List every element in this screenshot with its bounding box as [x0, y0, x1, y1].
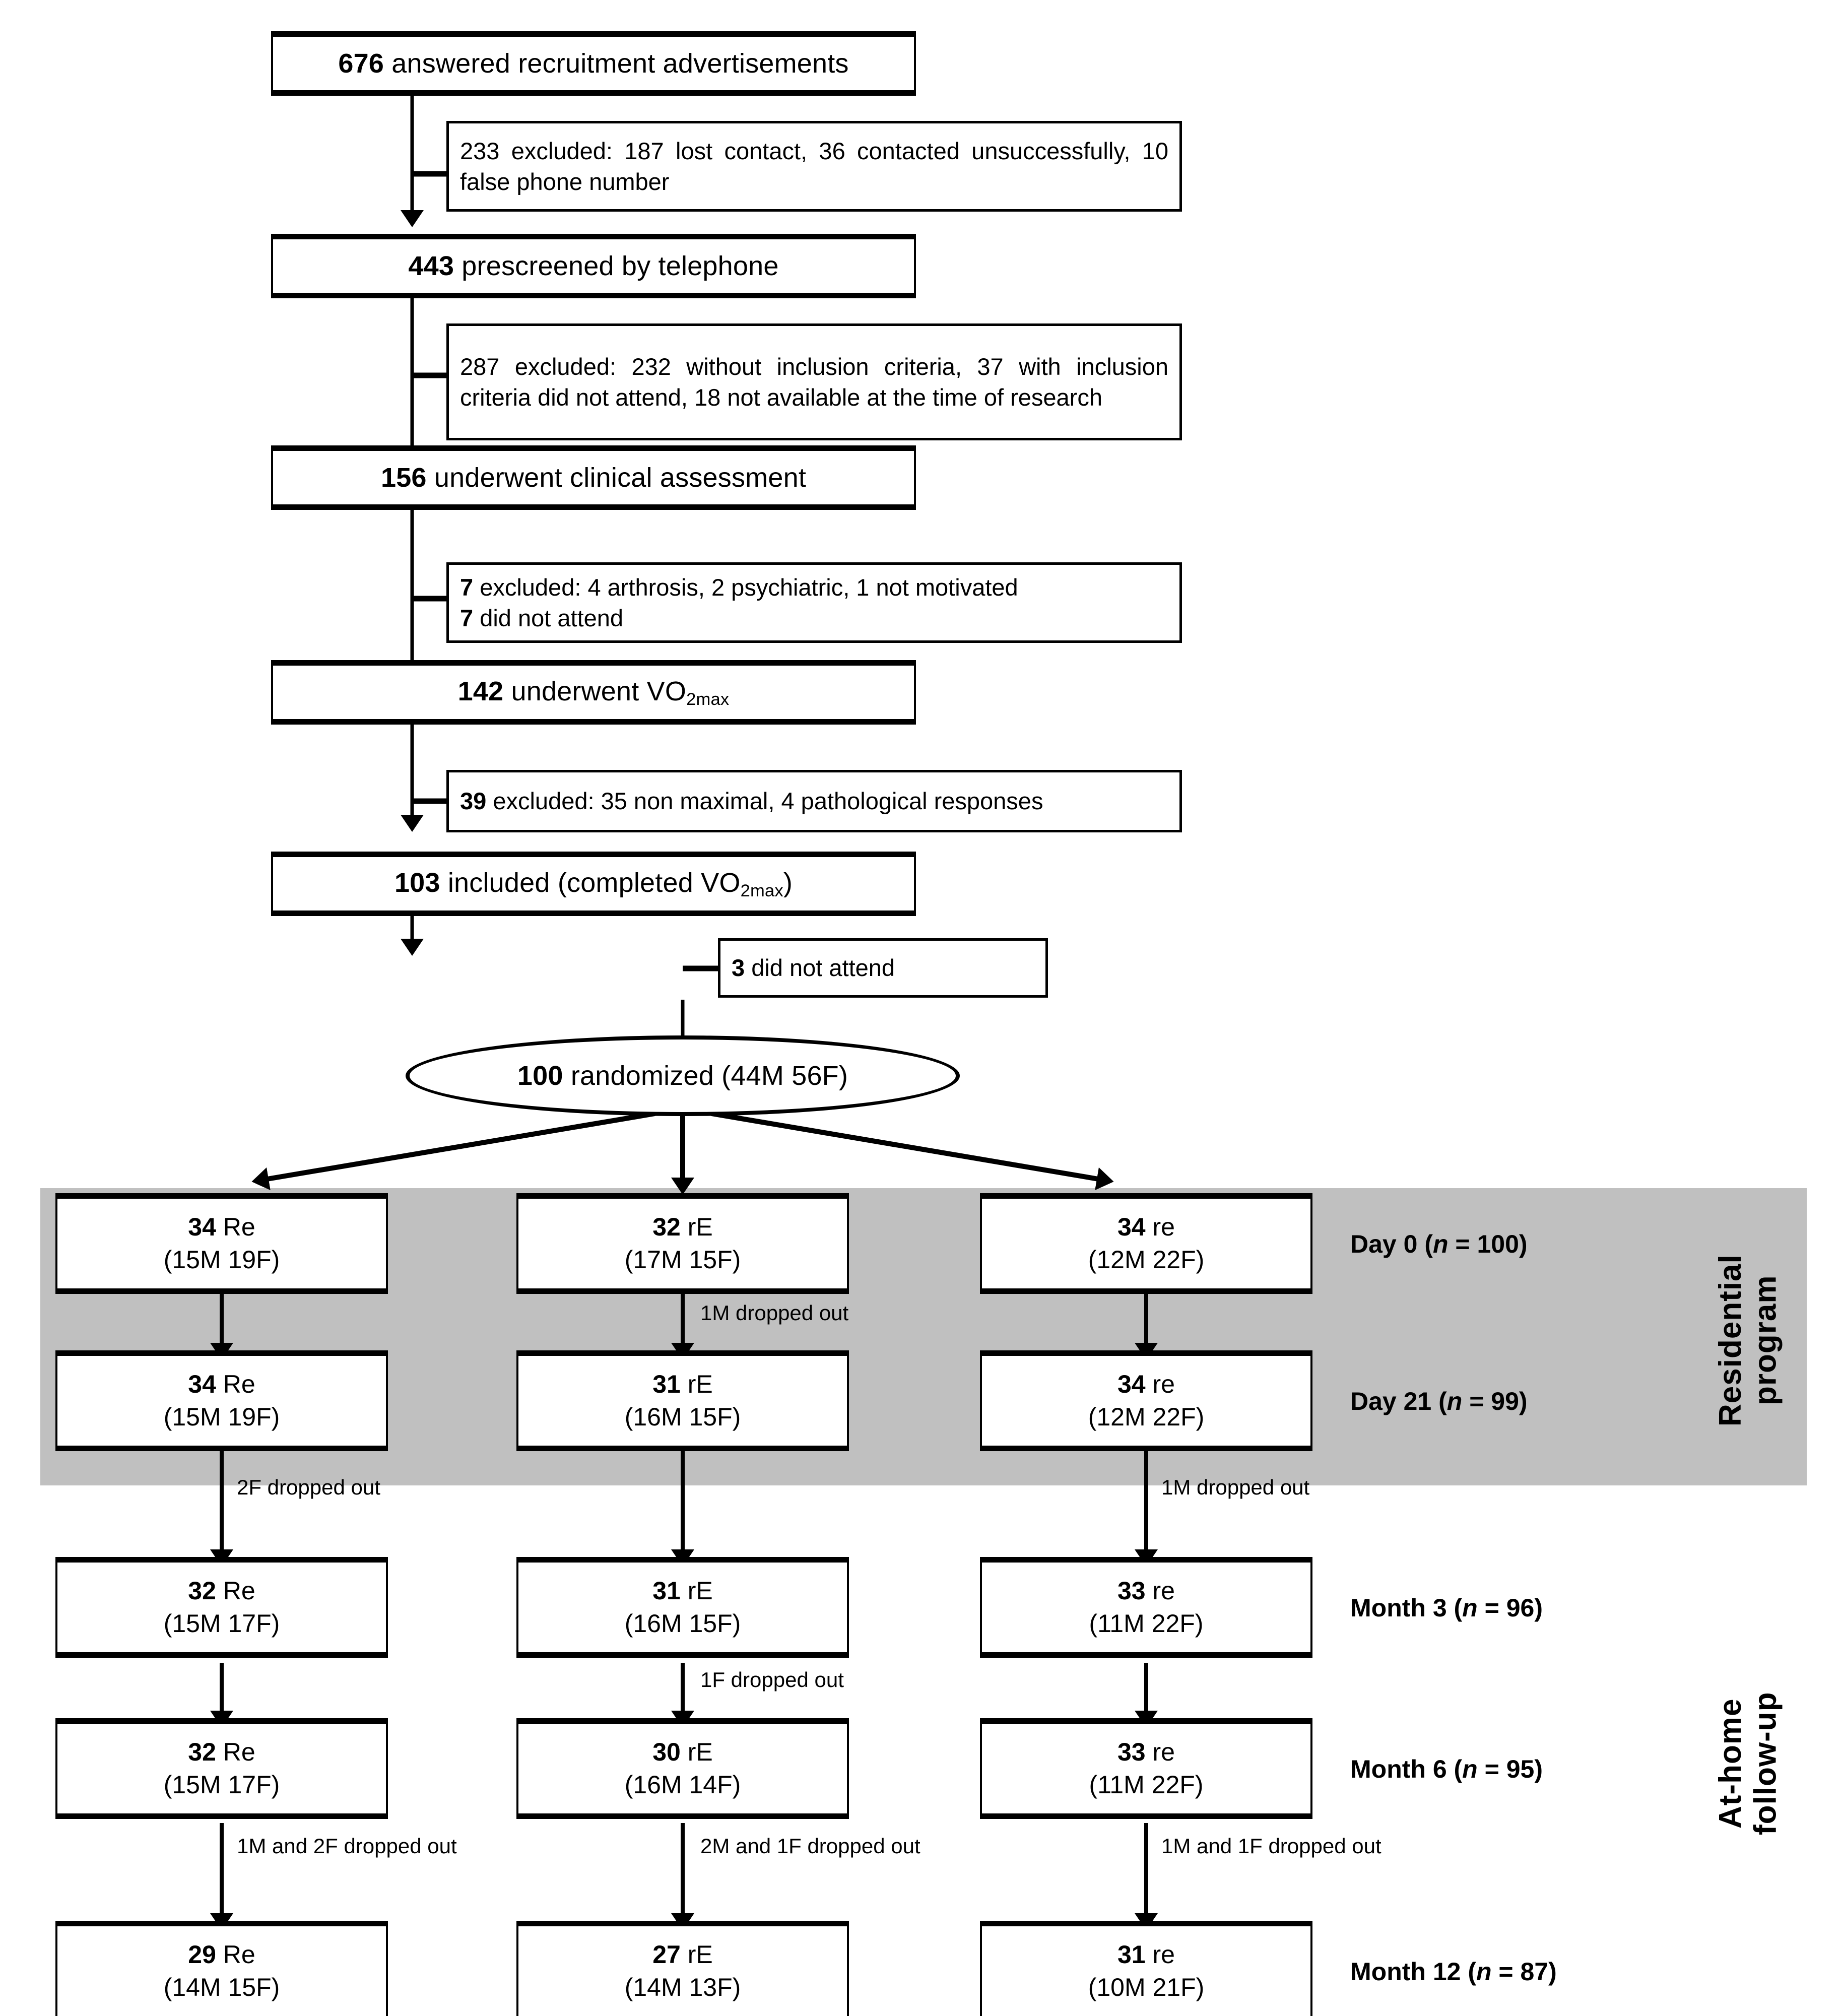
cell-sex: (14M 13F) [624, 1973, 741, 2001]
drop-text: 1M dropped out [700, 1301, 849, 1325]
clinical-text: underwent clinical assessment [426, 462, 807, 493]
excl-7a-count: 7 [460, 573, 474, 601]
drop-text: 2F dropped out [237, 1475, 380, 1499]
box-excl-39 [446, 770, 1182, 832]
stage-text: Day 0 ( [1350, 1230, 1433, 1258]
prescreened-count: 443 [408, 250, 454, 281]
arm-box-re-month12 [55, 1921, 388, 2016]
excl-39-count: 39 [460, 788, 487, 815]
cell-sex: (11M 22F) [1089, 1609, 1204, 1638]
box-vo2max [271, 660, 916, 725]
arm-box-rE-month3 [516, 1557, 849, 1658]
cell-sex: (15M 19F) [163, 1246, 280, 1274]
included-text: included (completed VO [440, 868, 741, 898]
cell-arm: rE [687, 1577, 713, 1605]
drop-text: 1M and 1F dropped out [1161, 1834, 1382, 1858]
cell-count: 34 [1117, 1213, 1146, 1241]
cell-count: 33 [1117, 1738, 1146, 1766]
stage-n-italic: n [1462, 1755, 1478, 1783]
arm-box-re2-day0 [980, 1193, 1312, 1294]
excl-7b-count: 7 [460, 605, 474, 631]
vo2max-subscript: 2max [686, 690, 730, 709]
followup-line2: follow-up [1748, 1692, 1783, 1836]
arm-box-re2-month6 [980, 1718, 1312, 1819]
cell-count: 32 [188, 1577, 216, 1605]
excl-233-text: excluded: 187 lost contact, 36 contacted unsuccessfully, 10 false phone number [460, 137, 1168, 195]
cell-sex: (16M 15F) [624, 1609, 741, 1638]
vo2max-count: 142 [457, 676, 504, 707]
answered-text: answered recruitment advertisements [384, 48, 849, 79]
box-included [271, 852, 916, 916]
box-excl-3-did-not-attend [718, 938, 1048, 998]
cell-sex: (12M 22F) [1088, 1403, 1205, 1431]
cell-arm: rE [687, 1213, 713, 1241]
excl-3-text: did not attend [745, 954, 895, 982]
cell-count: 31 [1117, 1940, 1146, 1969]
arm-box-re2-month3 [980, 1557, 1312, 1658]
included-tail: ) [783, 868, 793, 898]
stage-text: Month 12 ( [1350, 1958, 1476, 1986]
arm-box-re-month3 [55, 1557, 388, 1658]
arm-box-rE-day21 [516, 1350, 849, 1451]
stage-tail: = 99) [1462, 1387, 1528, 1415]
cell-count: 31 [652, 1577, 681, 1605]
included-count: 103 [394, 868, 440, 898]
stage-text: Month 3 ( [1350, 1594, 1463, 1622]
cell-arm: Re [223, 1577, 255, 1605]
stage-n-italic: n [1432, 1230, 1449, 1258]
cell-sex: (15M 17F) [163, 1771, 280, 1799]
phase-label-residential-program [1713, 1209, 1804, 1471]
stage-n-italic: n [1462, 1594, 1478, 1622]
cell-arm: Re [223, 1213, 255, 1241]
phase-label-at-home-followup [1713, 1638, 1804, 1890]
cell-arm: Re [223, 1940, 255, 1969]
drop-label-rE-month6 [700, 1834, 920, 1858]
cell-count: 27 [652, 1940, 681, 1969]
stage-label-month3 [1350, 1593, 1543, 1622]
answered-count: 676 [338, 48, 384, 79]
box-clinical-assessment [271, 445, 916, 510]
excl-287-count: 287 [460, 353, 500, 380]
cell-count: 34 [1117, 1370, 1146, 1398]
cell-count: 34 [188, 1370, 216, 1398]
arm-box-re-day21 [55, 1350, 388, 1451]
drop-text: 2M and 1F dropped out [700, 1834, 920, 1858]
arm-box-rE-month12 [516, 1921, 849, 2016]
excl-7b-text: did not attend [473, 605, 624, 631]
cell-count: 30 [652, 1738, 681, 1766]
drop-text: 1F dropped out [700, 1668, 844, 1692]
drop-label-rE-day0 [700, 1301, 848, 1325]
drop-label-re2-day21 [1161, 1475, 1309, 1500]
cell-count: 29 [188, 1940, 216, 1969]
cell-sex: (17M 15F) [624, 1246, 741, 1274]
excl-3-count: 3 [732, 954, 745, 982]
stage-label-month12 [1350, 1957, 1557, 1986]
cell-arm: rE [687, 1940, 713, 1969]
stage-tail: = 87) [1491, 1958, 1557, 1986]
stage-tail: = 100) [1448, 1230, 1528, 1258]
cell-sex: (12M 22F) [1088, 1246, 1205, 1274]
box-excl-7 [446, 562, 1182, 643]
arm-box-re-month6 [55, 1718, 388, 1819]
drop-label-re-month6 [237, 1834, 457, 1858]
stage-tail: = 95) [1477, 1755, 1543, 1783]
residential-line1: Residential [1713, 1254, 1748, 1426]
included-subscript: 2max [740, 881, 783, 901]
drop-label-re-day21 [237, 1475, 380, 1500]
arm-box-rE-day0 [516, 1193, 849, 1294]
stage-n-italic: n [1476, 1958, 1492, 1986]
cell-arm: re [1152, 1738, 1175, 1766]
drop-text: 1M and 2F dropped out [237, 1834, 457, 1858]
cell-arm: re [1152, 1370, 1175, 1398]
arm-box-re2-day21 [980, 1350, 1312, 1451]
cell-count: 33 [1117, 1577, 1146, 1605]
vo2max-text: underwent VO [503, 676, 687, 707]
cell-sex: (15M 19F) [163, 1403, 280, 1431]
stage-label-day21 [1350, 1387, 1528, 1416]
cell-sex: (16M 15F) [624, 1403, 741, 1431]
excl-39-text: excluded: 35 non maximal, 4 pathological responses [486, 788, 1043, 815]
drop-text: 1M dropped out [1161, 1475, 1310, 1499]
residential-line2: program [1748, 1275, 1783, 1406]
followup-line1: At-home [1713, 1698, 1748, 1829]
cell-sex: (14M 15F) [163, 1973, 280, 2001]
stage-text: Month 6 ( [1350, 1755, 1463, 1783]
excl-233-count: 233 [460, 137, 500, 164]
randomized-count: 100 [517, 1061, 563, 1091]
cell-count: 31 [652, 1370, 681, 1398]
cell-count: 34 [188, 1213, 216, 1241]
cell-sex: (15M 17F) [163, 1609, 280, 1638]
stage-tail: = 96) [1477, 1594, 1543, 1622]
cell-sex: (10M 21F) [1088, 1973, 1205, 2001]
cell-arm: re [1152, 1213, 1175, 1241]
arm-box-re-day0 [55, 1193, 388, 1294]
arm-box-re2-month12 [980, 1921, 1312, 2016]
stage-n-italic: n [1446, 1387, 1463, 1415]
randomized-text: randomized (44M 56F) [563, 1061, 848, 1091]
cell-arm: rE [687, 1370, 713, 1398]
arm-box-rE-month6 [516, 1718, 849, 1819]
box-excl-233 [446, 121, 1182, 212]
cell-arm: Re [223, 1738, 255, 1766]
box-prescreened [271, 234, 916, 298]
cell-count: 32 [652, 1213, 681, 1241]
cell-arm: re [1152, 1940, 1175, 1969]
box-answered [271, 31, 916, 96]
stage-text: Day 21 ( [1350, 1387, 1447, 1415]
clinical-count: 156 [380, 462, 427, 493]
stage-label-day0 [1350, 1229, 1528, 1259]
cell-sex: (11M 22F) [1089, 1771, 1204, 1799]
excl-7a-text: excluded: 4 arthrosis, 2 psychiatric, 1 not motivated [473, 573, 1018, 601]
cell-arm: rE [687, 1738, 713, 1766]
excl-287-text: excluded: 232 without inclusion criteria, 37 with inclusion criteria did not attend, 18 not available at the time of research [460, 353, 1168, 411]
prescreened-text: prescreened by telephone [454, 250, 779, 281]
randomization-ellipse [406, 1035, 960, 1116]
cell-arm: Re [223, 1370, 255, 1398]
box-excl-287 [446, 323, 1182, 440]
cell-sex: (16M 14F) [624, 1771, 741, 1799]
drop-label-rE-month3 [700, 1668, 844, 1692]
cell-count: 32 [188, 1738, 216, 1766]
stage-label-month6 [1350, 1754, 1543, 1784]
drop-label-re2-month6 [1161, 1834, 1382, 1858]
cell-arm: re [1152, 1577, 1175, 1605]
